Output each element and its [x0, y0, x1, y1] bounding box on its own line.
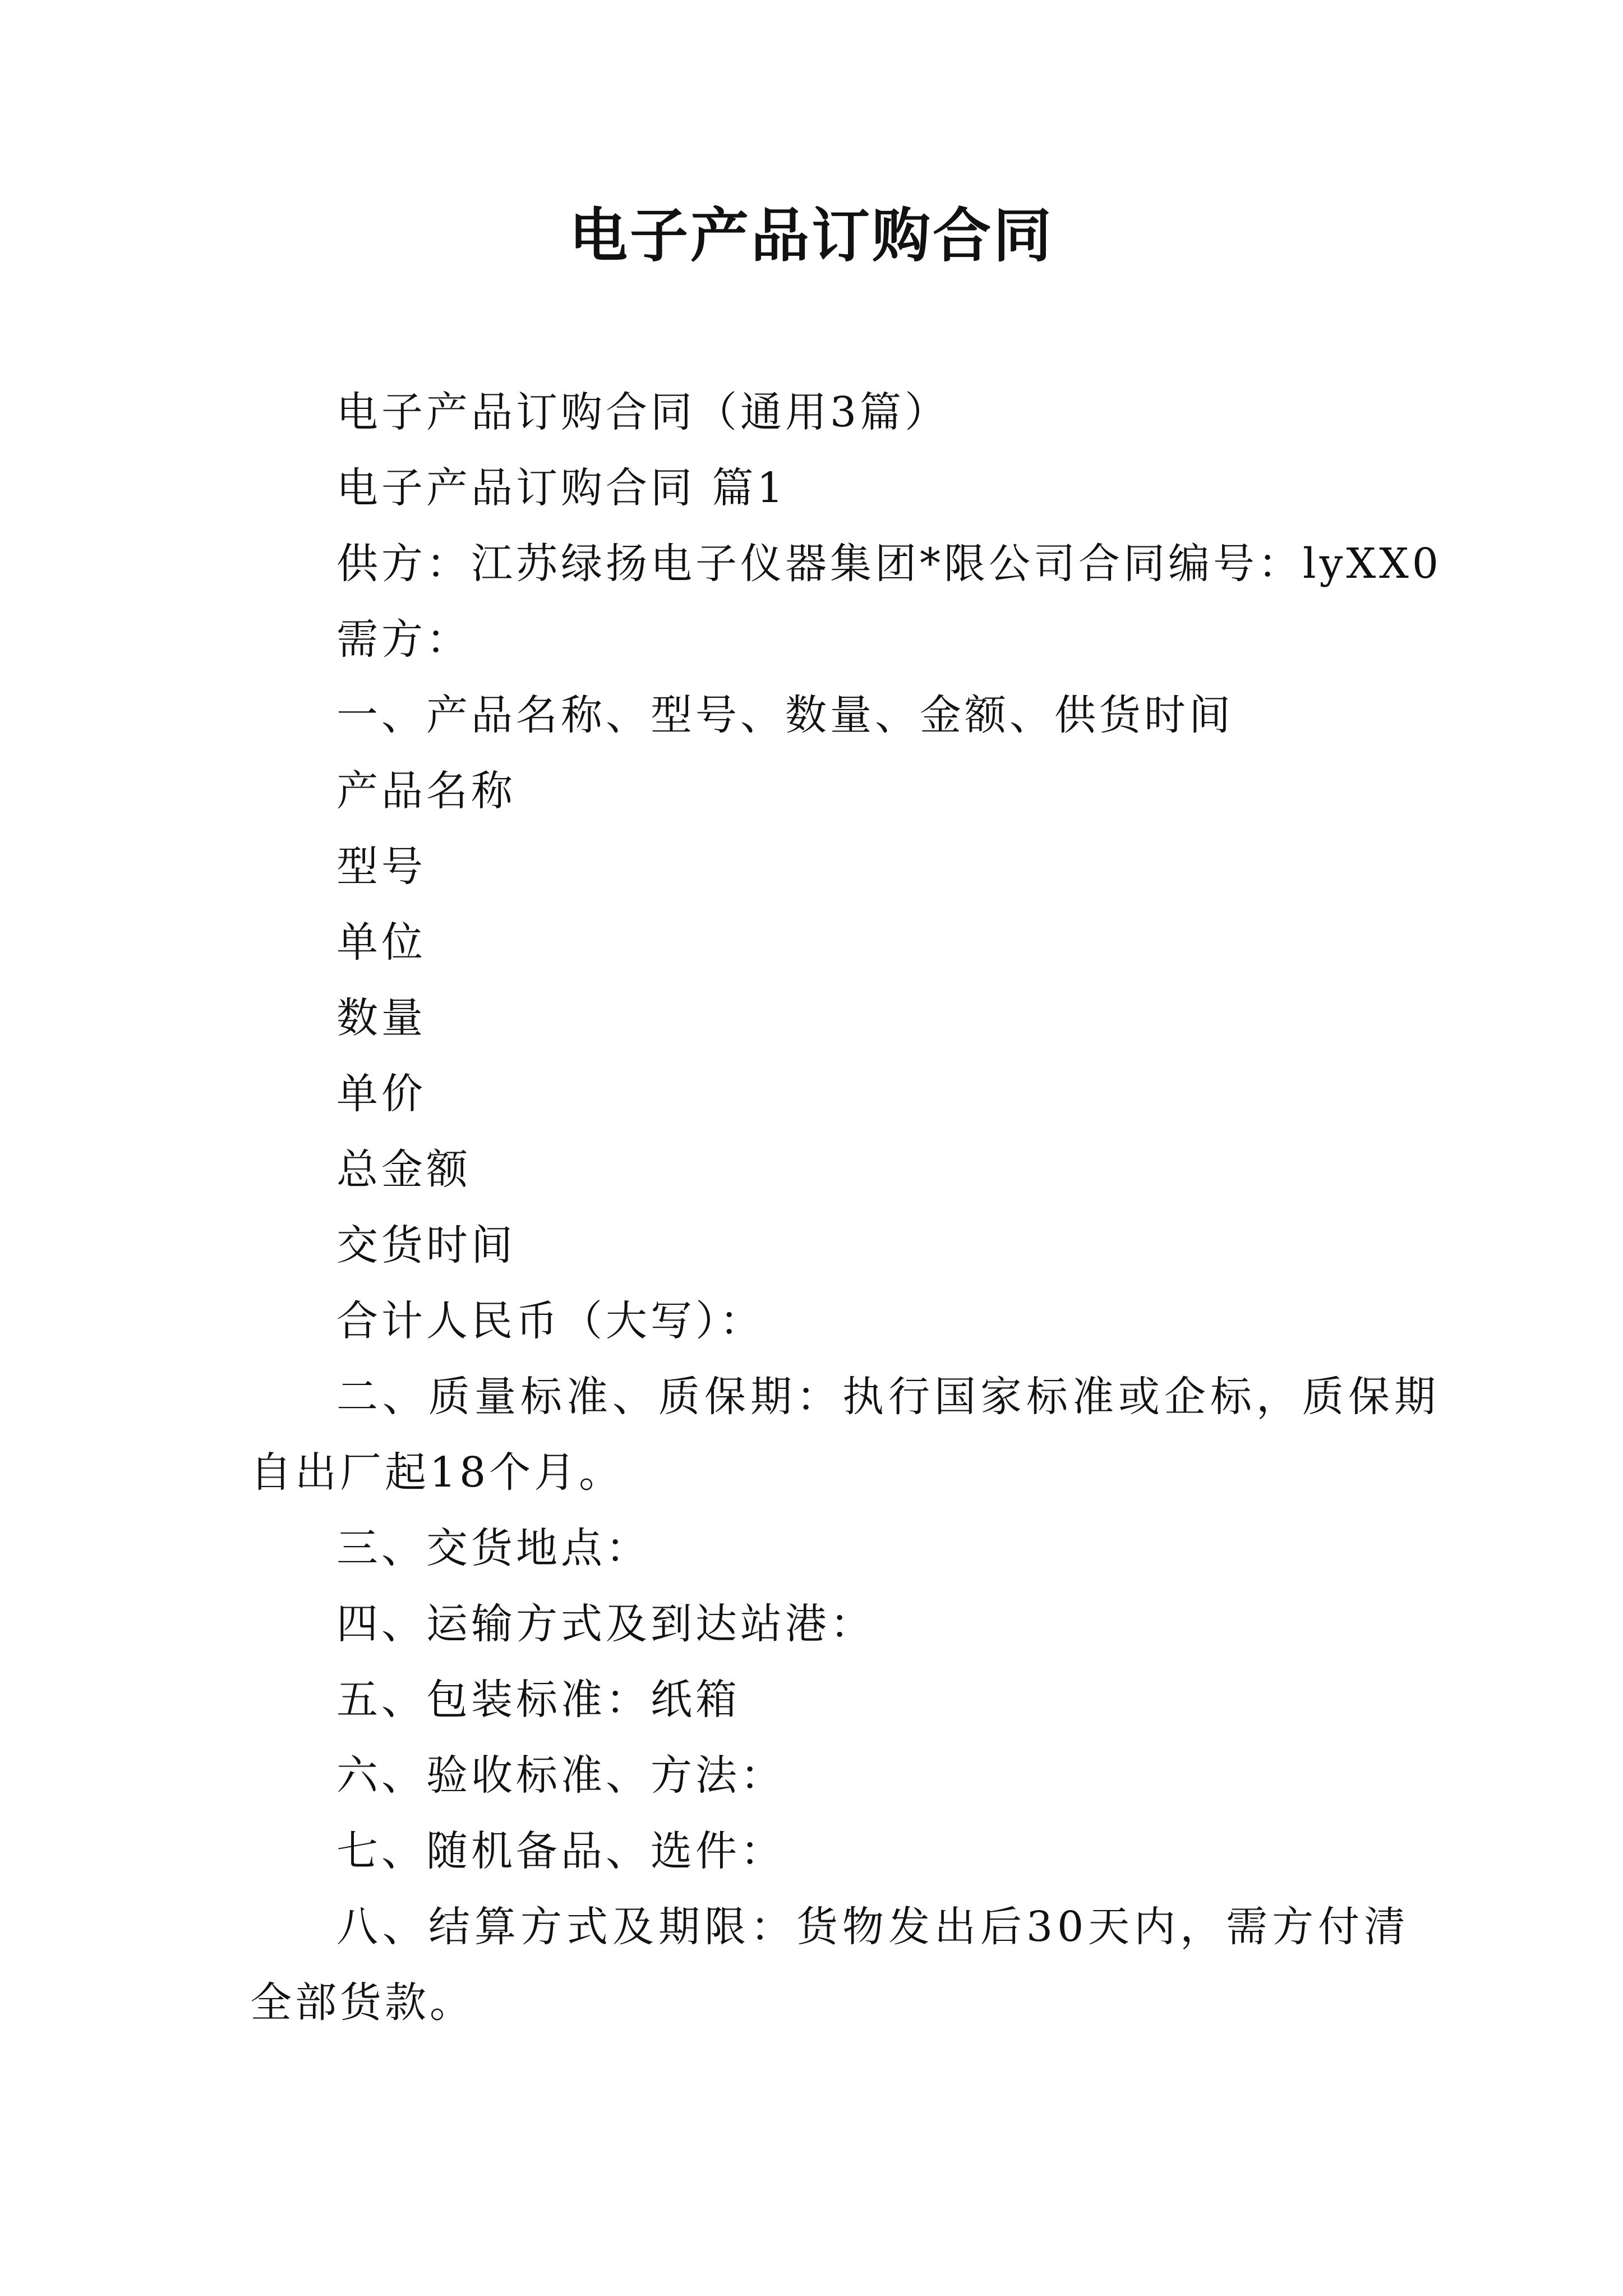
field-model: 型号 [336, 843, 426, 891]
buyer-line: 需方： [336, 615, 471, 664]
clause-8-line-1: 八、结算方式及期限：货物发出后30天内，需方付清 [336, 1903, 1410, 1951]
clause-2-line-1: 二、质量标准、质保期：执行国家标准或企标，质保期 [336, 1373, 1440, 1421]
field-delivery-time: 交货时间 [336, 1221, 516, 1269]
document-subtitle: 电子产品订购合同（通用3篇） [336, 388, 950, 436]
field-product-name: 产品名称 [336, 767, 516, 815]
field-quantity: 数量 [336, 994, 426, 1042]
clause-6: 六、验收标准、方法： [336, 1751, 785, 1800]
clause-3: 三、交货地点： [336, 1524, 651, 1572]
field-unit-price: 单价 [336, 1070, 426, 1118]
document-title: 电子产品订购合同 [569, 201, 1054, 270]
section-heading: 电子产品订购合同 篇1 [336, 464, 787, 512]
field-total-amount: 总金额 [336, 1145, 471, 1194]
field-unit: 单位 [336, 918, 426, 967]
clause-2-line-2: 自出厂起18个月。 [250, 1448, 624, 1497]
clause-4: 四、运输方式及到达站港： [336, 1600, 875, 1648]
total-rmb-line: 合计人民币（大写）： [336, 1297, 764, 1345]
clause-5: 五、包装标准：纸箱 [336, 1676, 740, 1724]
supplier-line: 供方：江苏绿扬电子仪器集团*限公司合同编号：lyXX0 [336, 540, 1442, 588]
clause-7: 七、随机备品、选件： [336, 1827, 785, 1875]
clause-8-line-2: 全部货款。 [250, 1978, 474, 2027]
clause-1: 一、产品名称、型号、数量、金额、供货时间 [336, 691, 1234, 739]
